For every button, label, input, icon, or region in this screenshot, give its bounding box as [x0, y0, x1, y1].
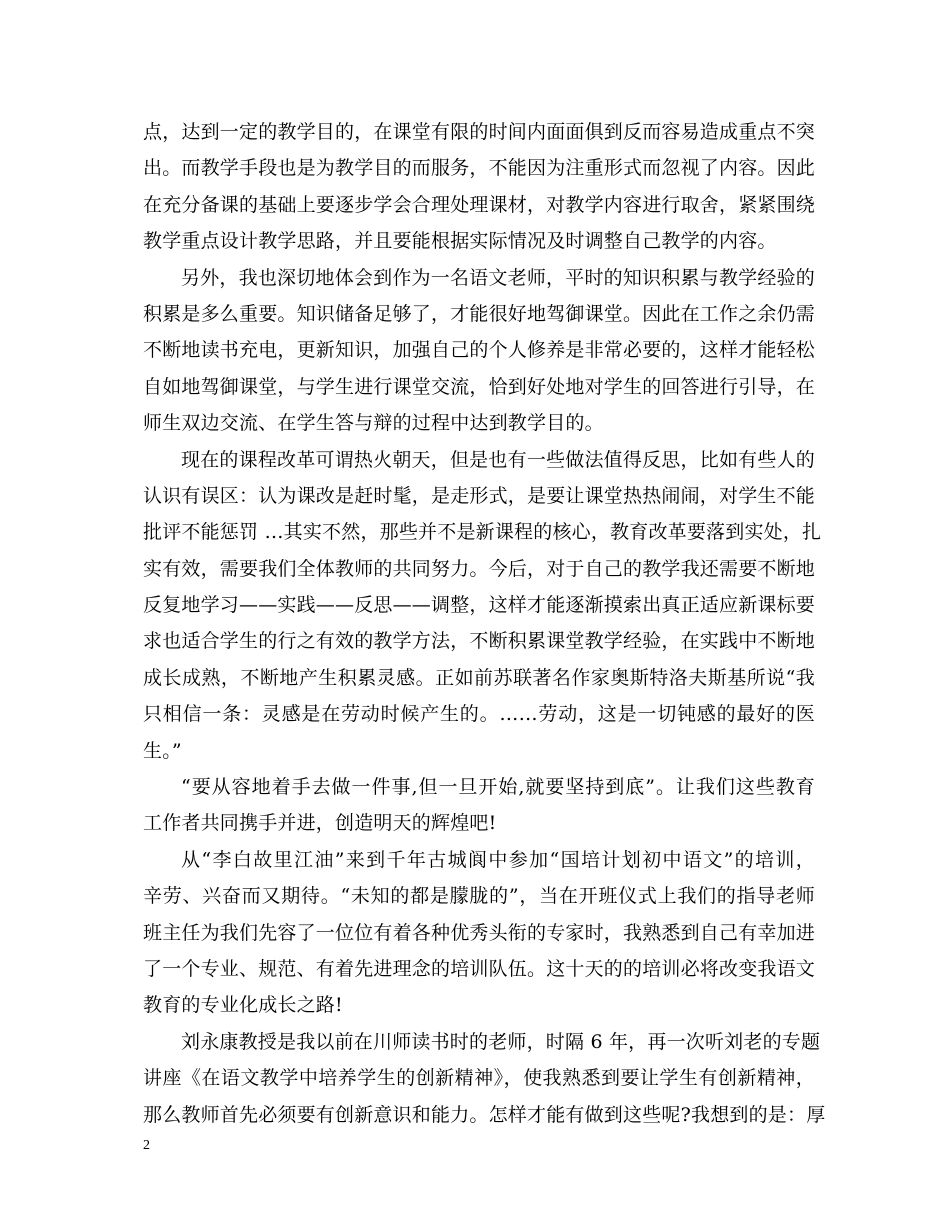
- text-line: 那么教师首先必须要有创新意识和能力。怎样才能有做到这些呢?我想到的是：厚: [143, 1103, 826, 1126]
- text-line: 积累是多么重要。知识储备足够了，才能很好地驾御课堂。因此在工作之余仍需: [143, 302, 816, 325]
- page-number: 2: [143, 1138, 150, 1153]
- text-line: 现在的课程改革可谓热火朝天，但是也有一些做法值得反思，比如有些人的: [181, 448, 815, 471]
- text-line: 从“李白故里江油”来到千年古城阆中参加“国培计划初中语文”的培训，: [181, 848, 815, 871]
- text-line: “要从容地着手去做一件事,但一旦开始,就要坚持到底”。让我们这些教育: [181, 776, 815, 799]
- text-line: 师生双边交流、在学生答与辩的过程中达到教学目的。: [143, 412, 604, 435]
- text-line: 自如地驾御课堂，与学生进行课堂交流，恰到好处地对学生的回答进行引导，在: [143, 375, 816, 398]
- paragraph-5: [143, 842, 815, 1024]
- text-line: 教育的专业化成长之路!: [143, 994, 343, 1017]
- text-line: 成长成熟，不断地产生积累灵感。正如前苏联著名作家奥斯特洛夫斯基所说“我: [143, 666, 815, 689]
- text-line: 认识有误区：认为课改是赶时髦，是走形式，是要让课堂热热闹闹，对学生不能: [143, 484, 816, 507]
- text-line: 另外，我也深切地体会到作为一名语文老师，平时的知识积累与教学经验的: [181, 266, 815, 289]
- text-line: 班主任为我们先容了一位位有着各种优秀头衔的专家时，我熟悉到自己有幸加进: [143, 921, 816, 944]
- paragraph-6: [143, 1024, 826, 1133]
- paragraph-1: [143, 114, 815, 260]
- text-line: 讲座《在语文教学中培养学生的创新精神》，使我熟悉到要让学生有创新精神，: [143, 1067, 815, 1090]
- text-line: 出。而教学手段也是为教学目的而服务，不能因为注重形式而忽视了内容。因此: [143, 157, 816, 180]
- text-line: 批评不能惩罚 …其实不然，那些并不是新课程的核心，教育改革要落到实处，扎: [143, 521, 822, 544]
- text-line: 教学重点设计教学思路，并且要能根据实际情况及时调整自己教学的内容。: [143, 230, 777, 253]
- text-line: 反复地学习——实践——反思——调整，这样才能逐渐摸索出真正适应新课标要: [143, 594, 816, 617]
- text-line: 生。”: [143, 739, 182, 762]
- text-line: 工作者共同携手并进，创造明天的辉煌吧!: [143, 812, 497, 835]
- paragraph-4: [143, 769, 815, 842]
- paragraph-2: [143, 260, 815, 442]
- text-line: 辛劳、兴奋而又期待。“未知的都是朦胧的”，当在开班仪式上我们的指导老师: [143, 885, 815, 908]
- text-line: 不断地读书充电，更新知识，加强自己的个人修养是非常必要的，这样才能轻松: [143, 339, 816, 362]
- text-line: 实有效，需要我们全体教师的共同努力。今后，对于自己的教学我还需要不断地: [143, 557, 816, 580]
- document-body: [143, 114, 826, 1133]
- text-line: 刘永康教授是我以前在川师读书时的老师，时隔 6 年，再一次听刘老的专题: [181, 1030, 821, 1053]
- paragraph-3: [143, 442, 822, 770]
- text-line: 求也适合学生的行之有效的教学方法，不断积累课堂教学经验，在实践中不断地: [143, 630, 816, 653]
- text-line: 了一个专业、规范、有着先进理念的培训队伍。这十天的的培训必将改变我语文: [143, 957, 816, 980]
- text-line: 点，达到一定的教学目的，在课堂有限的时间内面面俱到反而容易造成重点不突: [143, 121, 816, 143]
- text-line: 在充分备课的基础上要逐步学会合理处理课材，对教学内容进行取舍，紧紧围绕: [143, 193, 816, 216]
- text-line: 只相信一条：灵感是在劳动时候产生的。……劳动，这是一切钝感的最好的医: [143, 703, 815, 726]
